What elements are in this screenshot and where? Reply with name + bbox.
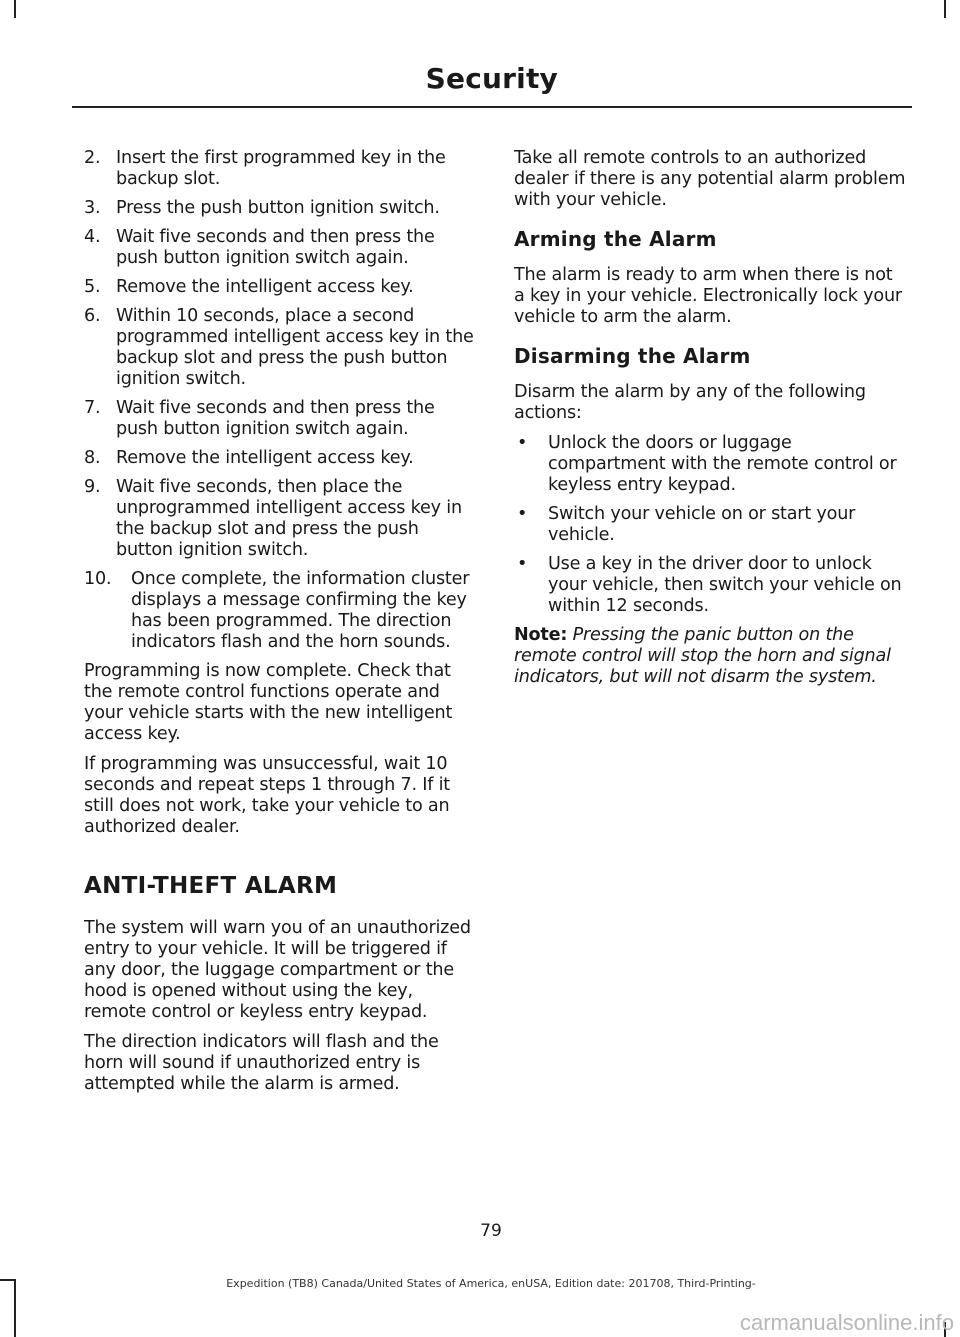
list-item	[84, 569, 476, 653]
bullet-text: Switch your vehicle on or start your vehicle.	[548, 504, 856, 545]
list-item	[84, 227, 476, 269]
page-title: Security	[425, 62, 558, 95]
step-text: Remove the intelligent access key.	[116, 448, 414, 468]
programming-unsuccessful-paragraph: If programming was unsuccessful, wait 10 seconds and repeat steps 1 through 7. If it still does not work, take your vehicle to an authorized dealer.	[84, 754, 450, 837]
disarm-actions-list	[514, 433, 908, 617]
step-text: Wait five seconds and then press the push button ignition switch again.	[116, 227, 435, 268]
bullet-text: Unlock the doors or luggage compartment with the remote control or keyless entry keypad.	[548, 433, 897, 495]
disarming-heading: Disarming the Alarm	[514, 344, 751, 368]
footer-edition: Expedition (TB8) Canada/United States of America, enUSA, Edition date: 201708, Third-Printing-	[226, 1277, 756, 1290]
list-item	[84, 306, 476, 390]
step-number: 10.	[84, 569, 112, 589]
bullet-icon: •	[517, 433, 528, 453]
step-number: 2.	[84, 148, 101, 168]
list-item	[514, 554, 908, 617]
step-number: 7.	[84, 398, 101, 418]
alarm-indicators-paragraph: The direction indicators will flash and the horn will sound if unauthorized entry is attempted while the alarm is armed.	[84, 1032, 439, 1094]
dealer-paragraph: Take all remote controls to an authorized dealer if there is any potential alarm problem with your vehicle.	[514, 148, 906, 210]
list-item	[84, 277, 476, 298]
crop-mark-top-left	[14, 0, 16, 18]
list-item	[514, 433, 908, 496]
list-item	[514, 504, 908, 546]
disarming-intro: Disarm the alarm by any of the following actions:	[514, 382, 866, 423]
step-text: Remove the intelligent access key.	[116, 277, 414, 297]
programming-complete-paragraph: Programming is now complete. Check that the remote control functions operate and your vehicle starts with the new intelligent access key.	[84, 661, 453, 744]
list-item	[84, 198, 476, 219]
bullet-icon: •	[517, 504, 528, 524]
step-number: 8.	[84, 448, 101, 468]
list-item	[84, 448, 476, 469]
step-number: 6.	[84, 306, 101, 326]
note-paragraph	[514, 625, 908, 688]
bullet-text: Use a key in the driver door to unlock your vehicle, then switch your vehicle on within 12 seconds.	[548, 554, 902, 616]
crop-mark-top-right	[944, 0, 946, 18]
step-text: Wait five seconds and then press the push button ignition switch again.	[116, 398, 435, 439]
list-item	[84, 148, 476, 190]
step-number: 4.	[84, 227, 101, 247]
page-number: 79	[480, 1221, 502, 1241]
step-text: Wait five seconds, then place the unprogrammed intelligent access key in the backup slot and press the push button ignition switch.	[116, 477, 462, 560]
arming-heading: Arming the Alarm	[514, 227, 717, 251]
note-label: Note:	[514, 625, 568, 645]
step-number: 5.	[84, 277, 101, 297]
section-heading: ANTI-THEFT ALARM	[84, 873, 338, 899]
programming-steps	[84, 148, 476, 653]
alarm-warning-paragraph: The system will warn you of an unauthorized entry to your vehicle. It will be triggered if any door, the luggage compartment or the hood is opened without using the key, remote control or keyless entry keypad.	[84, 918, 471, 1022]
step-text: Press the push button ignition switch.	[116, 198, 440, 218]
step-number: 9.	[84, 477, 101, 497]
step-number: 3.	[84, 198, 101, 218]
step-text: Within 10 seconds, place a second programmed intelligent access key in the backup slot and press the push button ignition switch.	[116, 306, 474, 389]
bullet-icon: •	[517, 554, 528, 574]
list-item	[84, 477, 476, 561]
header-divider	[72, 106, 912, 108]
right-column	[514, 148, 908, 697]
step-text: Insert the first programmed key in the backup slot.	[116, 148, 446, 189]
note-text: Pressing the panic button on the remote control will stop the horn and signal indicators, but will not disarm the system.	[514, 625, 891, 687]
list-item	[84, 398, 476, 440]
watermark: carmanualsonline.info	[739, 1310, 954, 1335]
left-column	[84, 148, 476, 1104]
arming-paragraph: The alarm is ready to arm when there is not a key in your vehicle. Electronically lock your vehicle to arm the alarm.	[514, 265, 902, 327]
step-text: Once complete, the information cluster displays a message confirming the key has been programmed. The direction indicators flash and the horn sounds.	[131, 569, 470, 652]
